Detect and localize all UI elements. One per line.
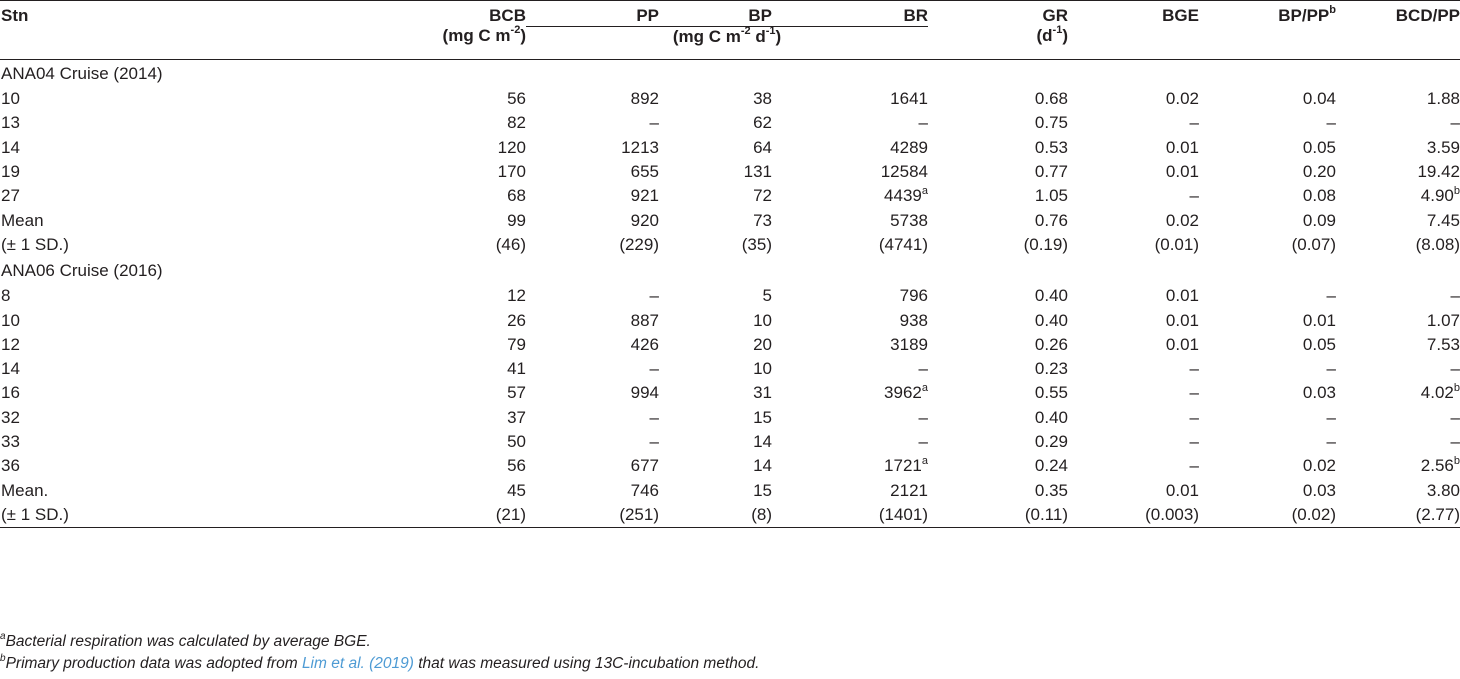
cell-stn: 8 [1, 286, 11, 306]
cell-bp: 20 [753, 334, 772, 354]
cell-bp: 14 [753, 432, 772, 451]
cell-gr: 0.40 [1034, 310, 1068, 330]
cell-br: 938 [899, 310, 928, 330]
cell-br: (4741) [878, 234, 928, 254]
cell-stn: Mean. [1, 480, 49, 500]
cell-gr: 0.26 [1034, 334, 1068, 354]
cell-bppp: – [1326, 286, 1336, 306]
header-pp: PP [526, 1, 659, 27]
cell-gr: 1.05 [1034, 186, 1068, 206]
cell-bcdpp: 3.80 [1426, 480, 1460, 500]
cell-bppp: 0.01 [1302, 310, 1336, 330]
header-bge: BGE [1162, 6, 1199, 25]
cell-gr: 0.23 [1034, 359, 1068, 379]
table-row [0, 160, 1460, 184]
cell-bp: 14 [753, 456, 772, 476]
cell-bcdpp: 2.56$^b$ [1420, 454, 1460, 476]
cell-pp: (229) [619, 234, 659, 254]
cell-bppp: 0.02 [1302, 456, 1336, 476]
section-title: ANA04 Cruise (2014) [1, 64, 163, 83]
section-title: ANA06 Cruise (2016) [1, 261, 163, 281]
cell-br: – [918, 432, 928, 451]
cell-bcb: 79 [507, 334, 526, 354]
cell-stn: 33 [1, 432, 20, 451]
cell-bcdpp: 3.59 [1426, 137, 1460, 157]
footnote-mark: b [1453, 454, 1460, 467]
header-br: BR [772, 1, 928, 27]
cell-br: 4439$^a$ [884, 184, 928, 206]
cell-pp: 887 [630, 310, 659, 330]
cell-pp: 920 [630, 210, 659, 230]
cell-bppp: 0.04 [1302, 89, 1336, 109]
footnotes [0, 631, 1460, 675]
table-row [0, 430, 1460, 454]
cell-gr: 0.75 [1034, 113, 1068, 133]
cell-br: 5738 [890, 210, 928, 230]
cell-pp: 746 [630, 480, 659, 500]
table-row [0, 111, 1460, 135]
cell-stn: Mean [1, 210, 44, 230]
cell-bcdpp: 1.88 [1426, 89, 1460, 109]
table-row [0, 503, 1460, 528]
cell-bcdpp: 4.90$^b$ [1420, 184, 1460, 206]
cell-bppp: 0.05 [1302, 334, 1336, 354]
cell-bcdpp: (8.08) [1415, 234, 1460, 254]
cell-bppp: 0.03 [1302, 383, 1336, 403]
header-bcb-unit: (mg C $m^{-2}$) [442, 24, 526, 45]
cell-gr: (0.11) [1024, 504, 1068, 524]
cell-br: 3962$^a$ [884, 381, 928, 403]
cell-bp: 38 [753, 89, 772, 109]
cell-gr: 0.76 [1034, 210, 1068, 230]
cell-bcb: 45 [507, 480, 526, 500]
cell-pp: (251) [619, 504, 659, 524]
cell-gr: 0.40 [1034, 407, 1068, 427]
table-row [0, 136, 1460, 160]
section-row [0, 60, 1460, 87]
header-bcdpp: BCD/PP [1395, 6, 1460, 25]
cell-pp: – [649, 407, 659, 427]
cell-br: 796 [899, 286, 928, 306]
cell-stn: 10 [1, 310, 20, 330]
cell-stn: 32 [1, 407, 20, 427]
cell-br: 4289 [890, 137, 928, 157]
cell-bp: 10 [753, 310, 772, 330]
cell-gr: 0.24 [1034, 456, 1068, 476]
cell-bcdpp: – [1450, 359, 1460, 379]
cell-bge: – [1189, 456, 1199, 476]
cell-bge: (0.01) [1154, 234, 1199, 254]
cell-bge: 0.01 [1165, 310, 1199, 330]
cell-bcb: 12 [507, 286, 526, 306]
section-row [0, 257, 1460, 284]
header-stn: Stn [1, 6, 29, 25]
table-row [0, 381, 1460, 405]
cell-bppp: 0.20 [1302, 162, 1336, 182]
cell-bge: 0.01 [1165, 334, 1199, 354]
cell-bppp: 0.05 [1302, 137, 1336, 157]
cell-bge: 0.01 [1165, 480, 1199, 500]
cell-pp: – [649, 359, 659, 379]
table-row [0, 284, 1460, 308]
cell-bcb: (21) [495, 504, 526, 524]
cell-bge: 0.02 [1165, 89, 1199, 109]
cell-br: – [918, 113, 928, 133]
footnote-mark: a [921, 184, 928, 197]
cell-br: 1641 [890, 89, 928, 109]
cell-pp: 677 [630, 456, 659, 476]
cell-bp: 73 [753, 210, 772, 230]
cell-bge: – [1189, 383, 1199, 403]
cell-gr: 0.68 [1034, 89, 1068, 109]
cell-stn: 19 [1, 162, 20, 182]
cell-bp: (35) [741, 234, 772, 254]
cell-br: 12584 [880, 162, 928, 182]
cell-br: – [918, 407, 928, 427]
cell-bp: 72 [753, 186, 772, 206]
cell-bp: 15 [753, 407, 772, 427]
header-bppp: $BP/PP^b$ [1278, 4, 1336, 25]
footnote-a: $^a$Bacterial respiration was calculated by average BGE. [0, 630, 371, 650]
cell-gr: 0.40 [1034, 286, 1068, 306]
cell-bge: 0.01 [1165, 286, 1199, 306]
cell-bppp: (0.07) [1291, 234, 1336, 254]
cell-bppp: – [1326, 407, 1336, 427]
cell-bppp: 0.09 [1302, 210, 1336, 230]
header-bcb [300, 1, 526, 60]
cell-stn: (± 1 SD.) [1, 504, 69, 524]
cell-stn: (± 1 SD.) [1, 234, 69, 254]
cell-br: 1721$^a$ [884, 454, 928, 476]
cell-pp: 1213 [621, 137, 659, 157]
cell-bcb: 120 [497, 137, 526, 157]
table-row [0, 333, 1460, 357]
cell-bppp: 0.08 [1302, 186, 1336, 206]
header-gr-label: GR [1042, 6, 1068, 25]
cell-bge: 0.01 [1165, 137, 1199, 157]
cell-pp: 892 [630, 89, 659, 109]
cell-bcb: 99 [507, 210, 526, 230]
cell-bp: 10 [753, 359, 772, 379]
cell-bp: 31 [753, 383, 772, 403]
cell-bge: – [1189, 359, 1199, 379]
cell-bppp: (0.02) [1291, 504, 1336, 524]
cell-gr: 0.53 [1034, 137, 1068, 157]
cell-bcdpp: – [1450, 407, 1460, 427]
cell-bge: – [1189, 186, 1199, 206]
cell-stn: 27 [1, 186, 20, 206]
cell-bcb: 41 [507, 359, 526, 379]
cell-bge: – [1189, 113, 1199, 133]
cell-bp: 5 [762, 286, 772, 306]
cell-bcdpp: – [1450, 113, 1460, 133]
cell-pp: 921 [630, 186, 659, 206]
header-bp: BP [659, 1, 772, 27]
cell-br: – [918, 359, 928, 379]
cell-br: (1401) [878, 504, 928, 524]
cell-bge: (0.003) [1145, 504, 1199, 524]
table-row [0, 478, 1460, 502]
cell-stn: 10 [1, 89, 20, 109]
cell-bcdpp: – [1450, 286, 1460, 306]
header-gr-unit: $(d^{-1})$ [1036, 24, 1068, 45]
table-row [0, 87, 1460, 111]
cell-bppp: – [1326, 113, 1336, 133]
cell-bppp: – [1326, 359, 1336, 379]
cell-bcb: 170 [497, 162, 526, 182]
table-row [0, 308, 1460, 332]
cell-bcb: (46) [495, 234, 526, 254]
cell-pp: – [649, 286, 659, 306]
cell-bge: – [1189, 407, 1199, 427]
cell-stn: 16 [1, 383, 20, 403]
footnote-mark: a [921, 381, 928, 394]
cell-bcdpp: 19.42 [1417, 162, 1460, 182]
cell-stn: 36 [1, 456, 20, 476]
cell-bcdpp: 1.07 [1426, 310, 1460, 330]
cell-bcb: 50 [507, 432, 526, 451]
cell-pp: 655 [630, 162, 659, 182]
cell-br: 2121 [890, 480, 928, 500]
cell-gr: 0.77 [1034, 162, 1068, 182]
header-bcb-label: BCB [489, 6, 526, 25]
cell-pp: 994 [630, 383, 659, 403]
cell-bcb: 26 [507, 310, 526, 330]
table-row [0, 454, 1460, 478]
cell-bcb: 56 [507, 456, 526, 476]
cell-bcdpp: 4.02$^b$ [1420, 381, 1460, 403]
citation-link[interactable]: Lim et al. (2019) [301, 655, 414, 672]
cell-bcdpp: (2.77) [1415, 504, 1460, 524]
table-row [0, 233, 1460, 257]
cell-bppp: 0.03 [1302, 480, 1336, 500]
cell-gr: 0.35 [1034, 480, 1068, 500]
footnote-mark: b [1453, 184, 1460, 197]
cell-pp: 426 [630, 334, 659, 354]
cell-bp: 62 [753, 113, 772, 133]
cell-gr: 0.29 [1034, 432, 1068, 451]
cell-gr: (0.19) [1023, 234, 1068, 254]
cell-stn: 12 [1, 334, 20, 354]
cell-bp: 131 [743, 162, 772, 182]
cell-gr: 0.55 [1034, 383, 1068, 403]
cell-pp: – [649, 113, 659, 133]
cell-bp: 64 [753, 137, 772, 157]
cell-bge: – [1189, 432, 1199, 451]
cell-bcb: 82 [507, 113, 526, 133]
footnote-mark: b [1453, 381, 1460, 394]
cell-bcb: 57 [507, 383, 526, 403]
cell-bcdpp: 7.45 [1426, 210, 1460, 230]
cell-bcb: 37 [507, 407, 526, 427]
table-row [0, 357, 1460, 381]
cell-stn: 14 [1, 359, 20, 379]
cell-stn: 14 [1, 137, 20, 157]
table-header [0, 1, 1460, 61]
cell-stn: 13 [1, 113, 20, 133]
cell-bppp: – [1326, 432, 1336, 451]
header-group-unit: (mg C $m^{-2}$ $d^{-1}$) [672, 25, 782, 46]
cell-bge: 0.01 [1165, 162, 1199, 182]
cell-pp: – [649, 432, 659, 451]
footnote-mark: a [921, 454, 928, 467]
table-body [0, 60, 1460, 528]
cell-bcb: 56 [507, 89, 526, 109]
cell-bcdpp: 7.53 [1426, 334, 1460, 354]
table-row [0, 184, 1460, 208]
cell-bge: 0.02 [1165, 210, 1199, 230]
cell-br: 3189 [890, 334, 928, 354]
table-row [0, 208, 1460, 232]
footnote-b: $^b$Primary production data was adopted from Lim et al. (2019) that was measured using 13C-incubation method. [0, 652, 760, 672]
cell-bp: 15 [753, 480, 772, 500]
header-gr [928, 1, 1068, 60]
table-row [0, 406, 1460, 430]
cell-bp: (8) [751, 504, 772, 524]
cell-bcb: 68 [507, 186, 526, 206]
cell-bcdpp: – [1450, 432, 1460, 451]
